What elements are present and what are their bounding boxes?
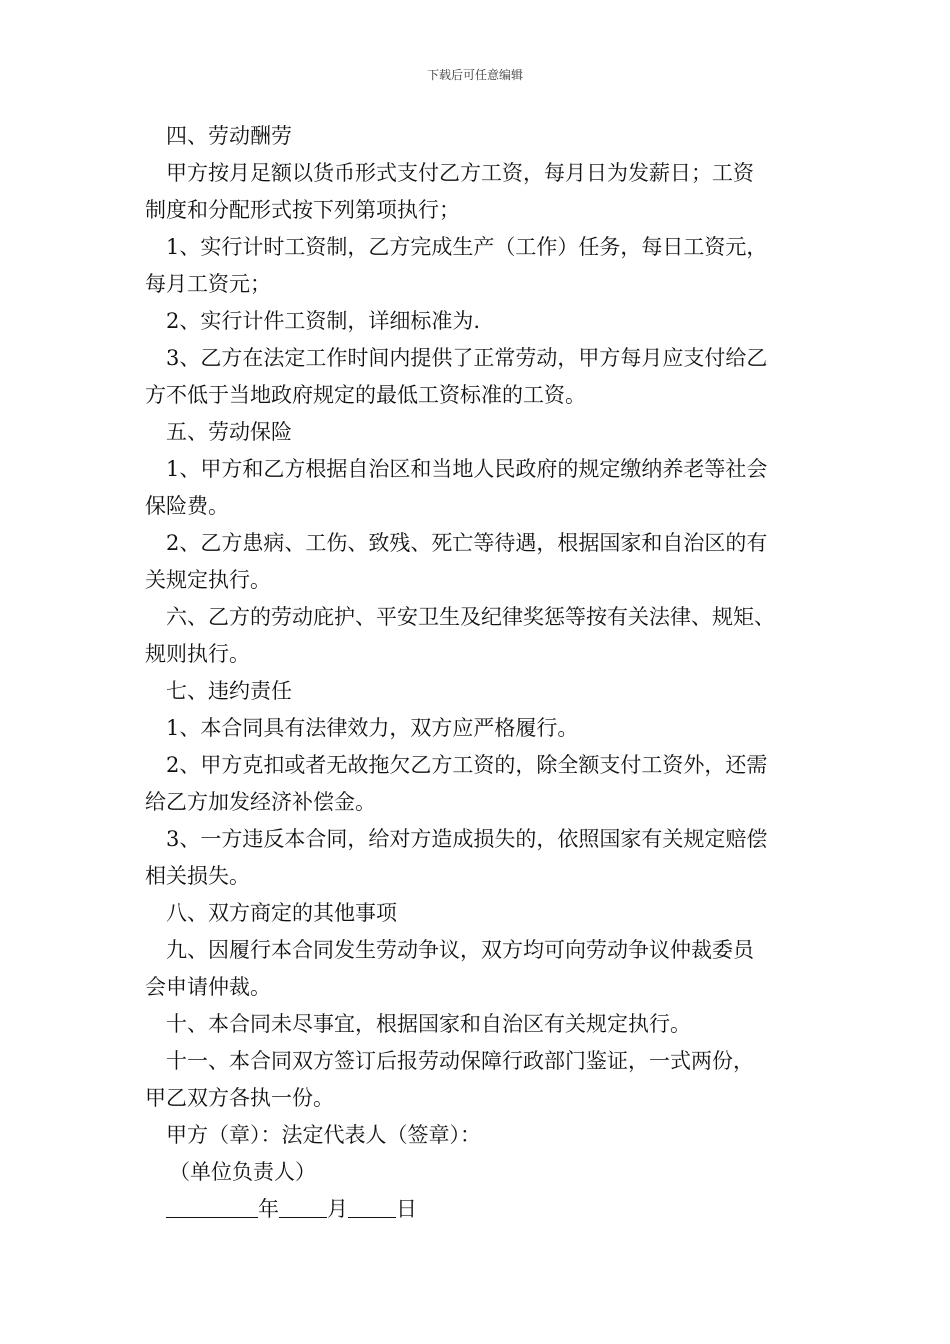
day-blank bbox=[348, 1195, 396, 1218]
paragraph-line: 甲乙双方各执一份。 bbox=[145, 1086, 334, 1110]
day-label: 日 bbox=[396, 1197, 417, 1221]
section-heading-10: 十、本合同未尽事宜，根据国家和自治区有关规定执行。 bbox=[166, 1012, 691, 1036]
month-label: 月 bbox=[327, 1197, 348, 1221]
document-body bbox=[145, 118, 825, 1228]
paragraph-line: 2、实行计件工资制，详细标准为. bbox=[166, 309, 481, 333]
section-heading-11: 十一、本合同双方签订后报劳动保障行政部门鉴证，一式两份， bbox=[166, 1049, 754, 1073]
paragraph-line: 1、甲方和乙方根据自治区和当地人民政府的规定缴纳养老等社会 bbox=[166, 457, 768, 481]
paragraph-line: 3、一方违反本合同，给对方造成损失的，依照国家有关规定赔偿 bbox=[166, 827, 768, 851]
section-heading-7: 七、违约责任 bbox=[166, 679, 292, 703]
paragraph-line: 1、实行计时工资制，乙方完成生产（工作）任务，每日工资元， bbox=[166, 235, 768, 259]
section-heading-9: 九、因履行本合同发生劳动争议，双方均可向劳动争议仲裁委员 bbox=[166, 938, 754, 962]
paragraph-line: 2、乙方患病、工伤、致残、死亡等待遇，根据国家和自治区的有 bbox=[166, 531, 768, 555]
section-heading-8: 八、双方商定的其他事项 bbox=[166, 901, 397, 925]
year-blank bbox=[166, 1195, 258, 1218]
paragraph-line: 保险费。 bbox=[145, 494, 229, 518]
paragraph-line: 2、甲方克扣或者无故拖欠乙方工资的，除全额支付工资外，还需 bbox=[166, 753, 768, 777]
year-label: 年 bbox=[258, 1197, 279, 1221]
paragraph-line: 方不低于当地政府规定的最低工资标准的工资。 bbox=[145, 383, 586, 407]
page-header: 下载后可任意编辑 bbox=[426, 68, 523, 82]
section-heading-6: 六、乙方的劳动庇护、平安卫生及纪律奖惩等按有关法律、规矩、 bbox=[166, 605, 775, 629]
section-heading-5: 五、劳动保险 bbox=[166, 420, 292, 444]
paragraph-line: 相关损失。 bbox=[145, 864, 250, 888]
paragraph-line: 制度和分配形式按下列第项执行； bbox=[145, 198, 460, 222]
section-heading-4: 四、劳动酬劳 bbox=[166, 124, 292, 148]
paragraph-line: 关规定执行。 bbox=[145, 568, 271, 592]
paragraph-line: 每月工资元； bbox=[145, 272, 271, 296]
signature-party-a: 甲方（章）：法定代表人（签章）： bbox=[166, 1123, 481, 1147]
paragraph-line: 甲方按月足额以货币形式支付乙方工资，每月日为发薪日；工资 bbox=[166, 161, 754, 185]
signature-unit-head: （单位负责人） bbox=[169, 1160, 316, 1184]
paragraph-line: 1、本合同具有法律效力，双方应严格履行。 bbox=[166, 716, 579, 740]
paragraph-line: 会申请仲裁。 bbox=[145, 975, 271, 999]
month-blank bbox=[279, 1195, 327, 1218]
paragraph-line: 3、乙方在法定工作时间内提供了正常劳动，甲方每月应支付给乙 bbox=[166, 346, 768, 370]
paragraph-line: 给乙方加发经济补偿金。 bbox=[145, 790, 376, 814]
date-line bbox=[145, 1191, 825, 1228]
paragraph-line: 规则执行。 bbox=[145, 642, 250, 666]
